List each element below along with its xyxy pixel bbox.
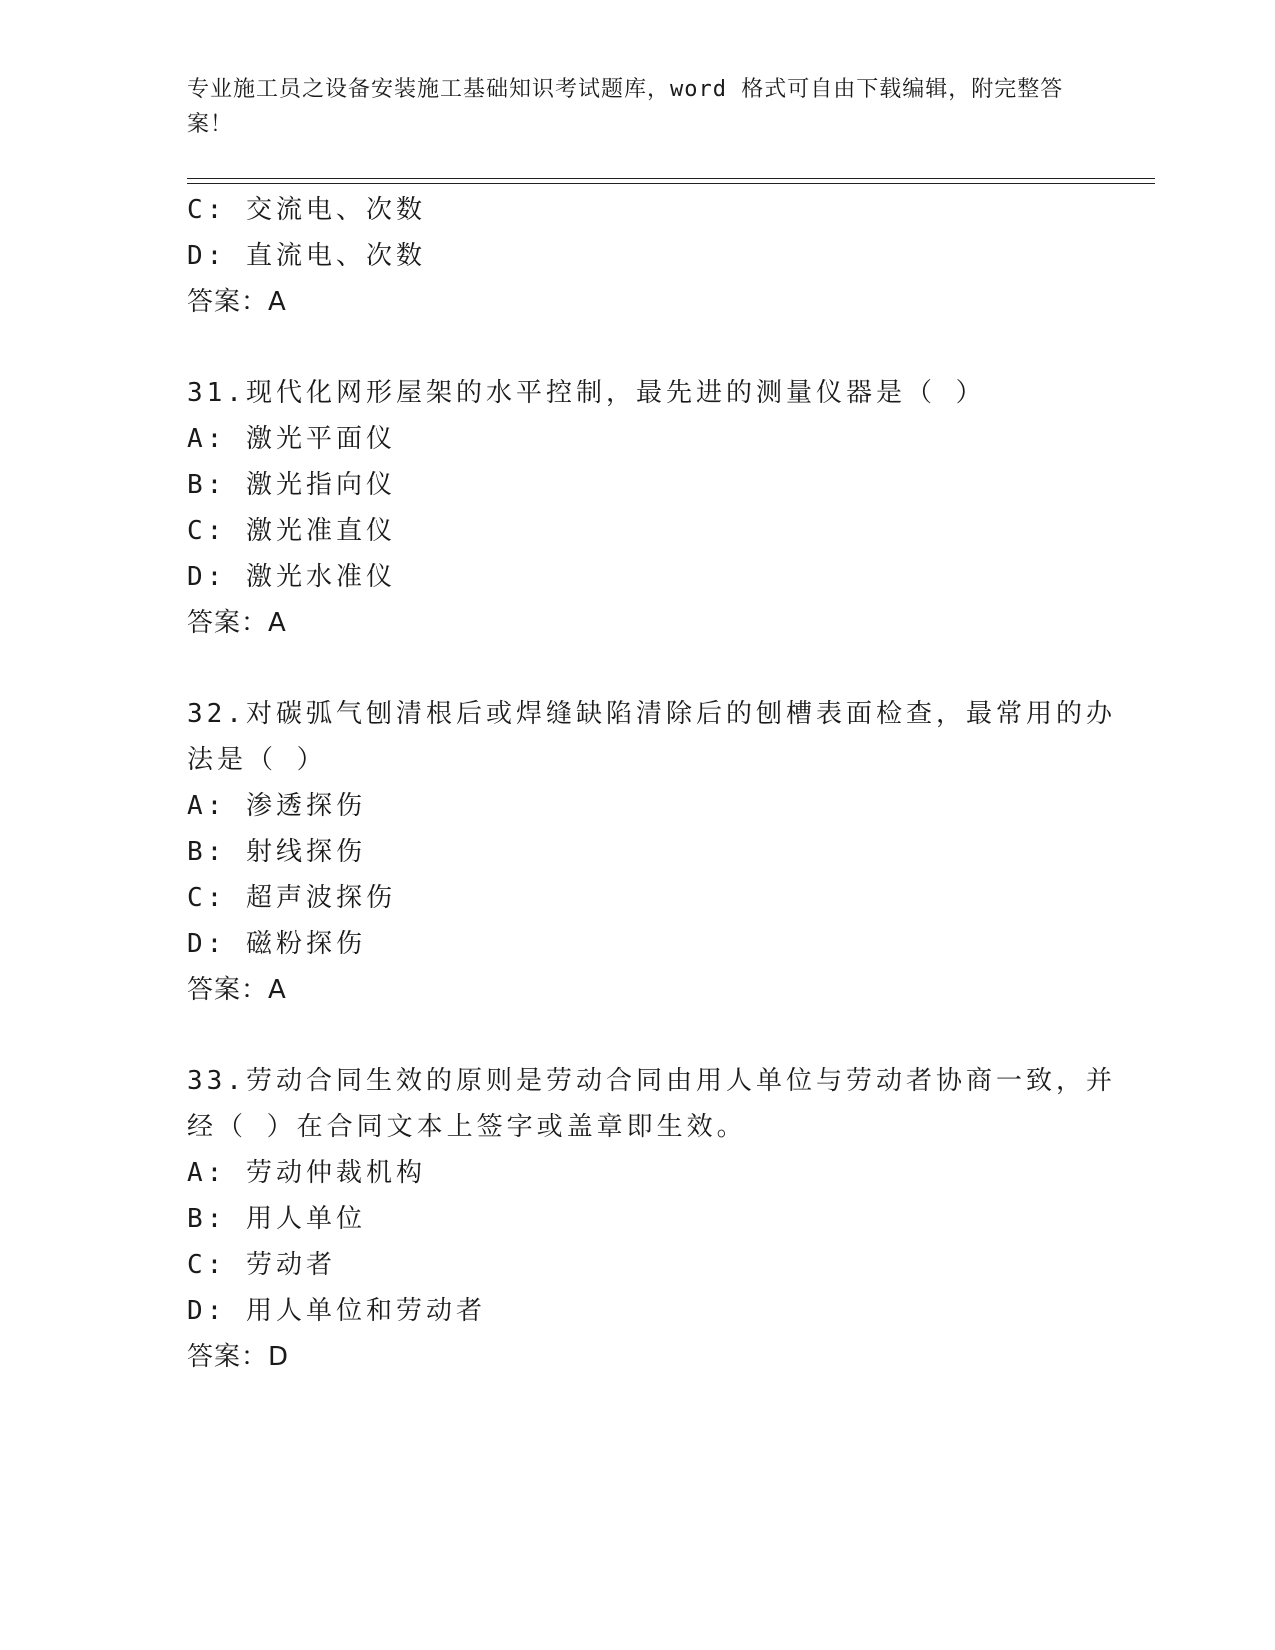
document-header: 专业施工员之设备安装施工基础知识考试题库，word 格式可自由下载编辑，附完整答案！: [187, 77, 1064, 137]
question-31-option-c: C: 激光准直仪: [187, 516, 396, 546]
option-c: C: 交流电、次数: [187, 195, 426, 225]
question-33-stem-line1: 33.劳动合同生效的原则是劳动合同由用人单位与劳动者协商一致，并: [187, 1066, 1116, 1096]
option-d: D: 直流电、次数: [187, 241, 426, 271]
answer-line: 答案：A: [187, 287, 287, 317]
question-32-option-b: B: 射线探伤: [187, 837, 366, 867]
question-32-stem-line1: 32.对碳弧气刨清根后或焊缝缺陷清除后的刨槽表面检查，最常用的办: [187, 699, 1116, 729]
question-31-option-b: B: 激光指向仪: [187, 470, 396, 500]
question-33-option-c: C: 劳动者: [187, 1250, 336, 1280]
question-31-stem: 31.现代化网形屋架的水平控制，最先进的测量仪器是（ ）: [187, 378, 986, 408]
header-rule-top: [187, 178, 1155, 179]
question-33-answer: 答案：D: [187, 1342, 290, 1372]
question-31-answer: 答案：A: [187, 608, 287, 638]
question-32-option-c: C: 超声波探伤: [187, 883, 396, 913]
question-32-stem-line2: 法是（ ）: [187, 745, 327, 775]
question-list: [187, 187, 1116, 1380]
question-33-option-d: D: 用人单位和劳动者: [187, 1296, 486, 1326]
header-rule-bottom: [187, 183, 1155, 184]
question-31-option-a: A: 激光平面仪: [187, 424, 396, 454]
question-33-stem-line2: 经（ ）在合同文本上签字或盖章即生效。: [187, 1112, 747, 1142]
question-31-option-d: D: 激光水准仪: [187, 562, 396, 592]
question-32-option-d: D: 磁粉探伤: [187, 929, 366, 959]
question-32-option-a: A: 渗透探伤: [187, 791, 366, 821]
question-33-option-b: B: 用人单位: [187, 1204, 366, 1234]
question-33-option-a: A: 劳动仲裁机构: [187, 1158, 426, 1188]
question-32-answer: 答案：A: [187, 975, 287, 1005]
